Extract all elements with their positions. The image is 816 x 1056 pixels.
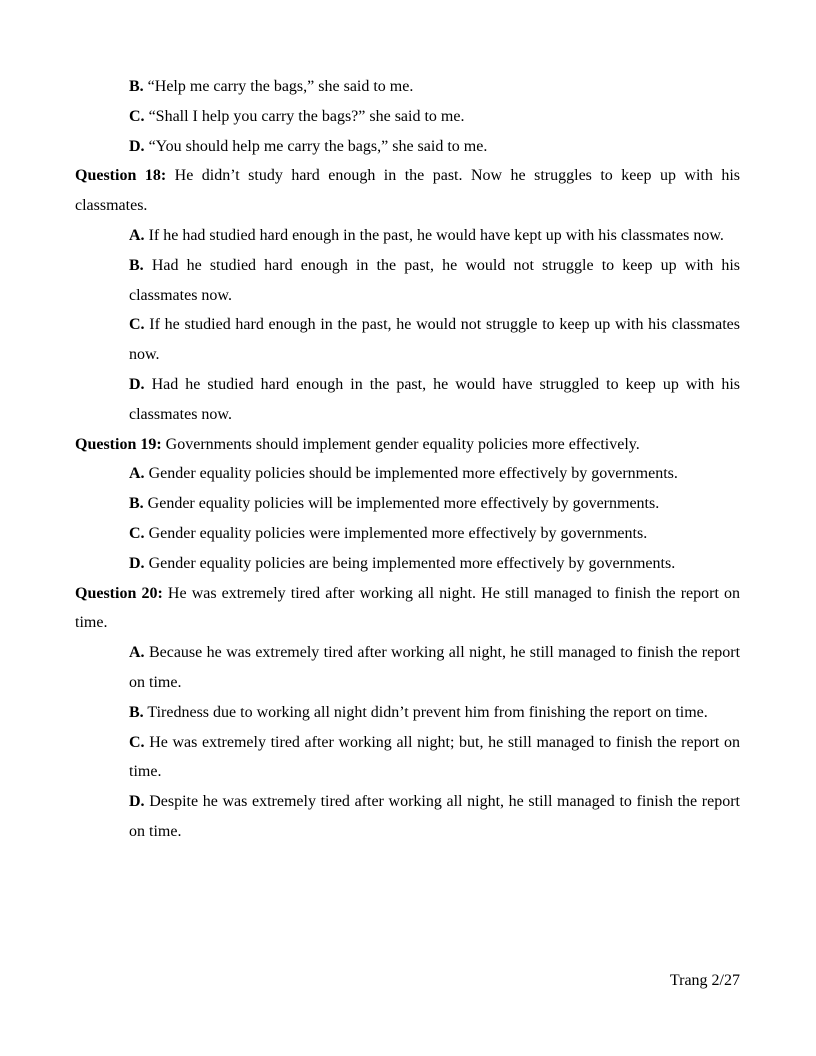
option-label: A. bbox=[129, 644, 145, 662]
answer-option bbox=[129, 102, 740, 132]
answer-option bbox=[129, 132, 740, 162]
option-text: If he studied hard enough in the past, he would not struggle to keep up with his classmates now. bbox=[129, 316, 740, 364]
answer-option bbox=[129, 370, 740, 430]
option-text: Had he studied hard enough in the past, he would have struggled to keep up with his classmates now. bbox=[129, 375, 741, 423]
question-prompt bbox=[75, 161, 740, 221]
option-text: “You should help me carry the bags,” she said to me. bbox=[148, 137, 488, 155]
option-label: C. bbox=[129, 107, 145, 125]
answer-option bbox=[129, 459, 740, 489]
answer-option bbox=[129, 787, 740, 847]
option-label: D. bbox=[129, 375, 145, 393]
option-label: C. bbox=[129, 316, 145, 334]
option-label: B. bbox=[129, 256, 144, 274]
option-label: A. bbox=[129, 226, 145, 244]
document-body bbox=[75, 72, 740, 847]
option-text: Despite he was extremely tired after working all night, he still managed to finish the report on time. bbox=[129, 793, 741, 840]
answer-option bbox=[129, 638, 740, 698]
question-label: Question 19: bbox=[75, 435, 162, 453]
option-label: B. bbox=[129, 703, 144, 721]
option-text: He was extremely tired after working all night; but, he still managed to finish the report on time. bbox=[129, 733, 741, 781]
option-text: “Shall I help you carry the bags?” she said to me. bbox=[148, 107, 465, 125]
option-text: Had he studied hard enough in the past, he would not struggle to keep up with his classmates now. bbox=[129, 256, 741, 304]
answer-option bbox=[129, 489, 740, 519]
question-prompt bbox=[75, 430, 740, 460]
answer-option bbox=[129, 519, 740, 549]
option-text: “Help me carry the bags,” she said to me. bbox=[147, 78, 414, 95]
page-number: Trang 2/27 bbox=[669, 972, 740, 989]
answer-option bbox=[129, 251, 740, 311]
option-label: A. bbox=[129, 465, 145, 483]
option-text: Tiredness due to working all night didn’t prevent him from finishing the report on time. bbox=[147, 703, 708, 721]
question-prompt bbox=[75, 579, 740, 639]
question-label: Question 20: bbox=[75, 584, 163, 602]
option-label: B. bbox=[129, 78, 144, 95]
answer-option bbox=[129, 728, 740, 788]
option-label: B. bbox=[129, 495, 144, 513]
option-label: C. bbox=[129, 733, 145, 751]
option-label: C. bbox=[129, 524, 145, 542]
option-label: D. bbox=[129, 554, 145, 572]
option-text: Because he was extremely tired after working all night, he still managed to finish the report on time. bbox=[129, 644, 741, 691]
option-text: Gender equality policies were implemented more effectively by governments. bbox=[148, 524, 648, 542]
question-text: He was extremely tired after working all night. He still managed to finish the report on time. bbox=[75, 584, 741, 632]
answer-option bbox=[129, 549, 740, 579]
option-text: Gender equality policies are being implemented more effectively by governments. bbox=[148, 554, 676, 572]
question-text: Governments should implement gender equality policies more effectively. bbox=[165, 435, 640, 453]
option-text: Gender equality policies will be implemented more effectively by governments. bbox=[147, 495, 660, 513]
answer-option bbox=[129, 310, 740, 370]
option-label: D. bbox=[129, 793, 145, 811]
option-text: Gender equality policies should be implemented more effectively by governments. bbox=[148, 465, 678, 483]
question-text: He didn’t study hard enough in the past. Now he struggles to keep up with his classmates. bbox=[75, 167, 741, 215]
answer-option bbox=[129, 698, 740, 728]
option-label: D. bbox=[129, 137, 145, 155]
answer-option bbox=[129, 72, 740, 102]
answer-option bbox=[129, 221, 740, 251]
question-label: Question 18: bbox=[75, 167, 167, 185]
option-text: If he had studied hard enough in the past, he would have kept up with his classmates now. bbox=[148, 226, 724, 244]
